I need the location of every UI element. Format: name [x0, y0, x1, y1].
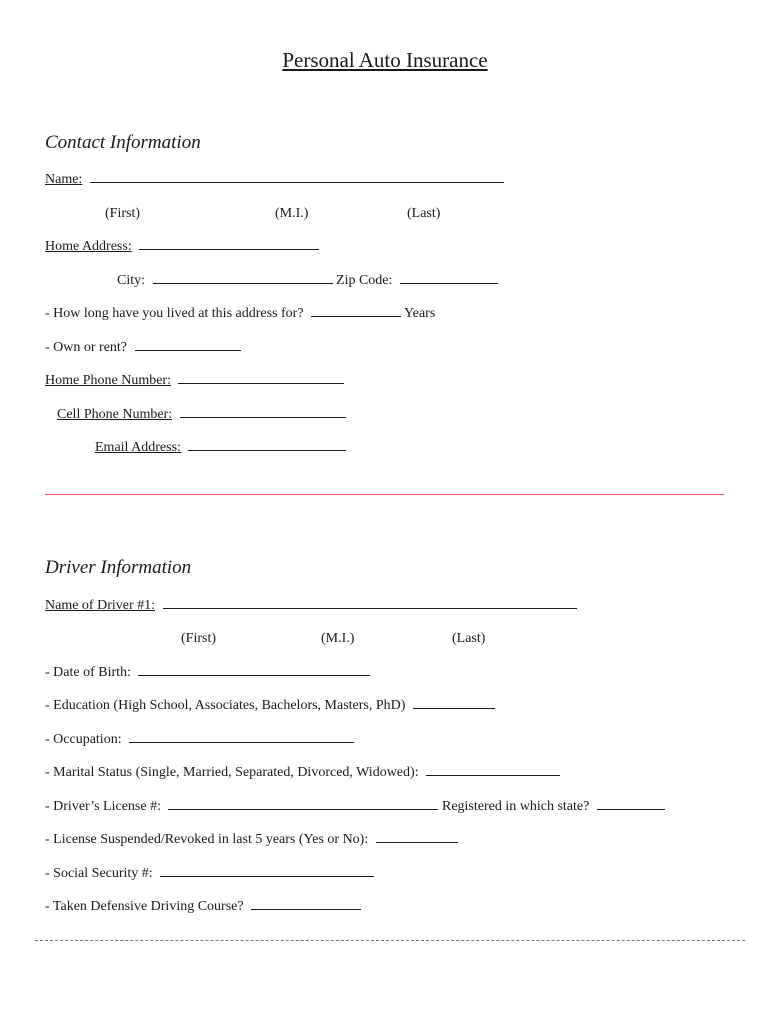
home-phone-label: Home Phone Number: [45, 373, 171, 388]
page-bottom-divider [35, 940, 745, 941]
name-field[interactable] [90, 181, 504, 183]
own-rent-row [45, 340, 241, 356]
name-last-caption: (Last) [407, 206, 441, 221]
own-rent-field[interactable] [135, 349, 241, 351]
cell-phone-row [57, 407, 346, 423]
marital-field[interactable] [426, 774, 560, 776]
license-row [45, 799, 665, 815]
name-label: Name: [45, 172, 83, 187]
occupation-row [45, 732, 354, 748]
city-field[interactable] [153, 282, 333, 284]
ssn-row [45, 866, 374, 882]
defensive-row [45, 899, 361, 915]
email-label: Email Address: [95, 440, 181, 455]
driver-name-field[interactable] [163, 607, 577, 609]
driver-mi-caption: (M.I.) [321, 631, 355, 646]
marital-label: - Marital Status (Single, Married, Separated, Divorced, Widowed): [45, 765, 419, 780]
years-label: Years [404, 306, 436, 321]
home-address-row [45, 239, 319, 255]
education-field[interactable] [413, 707, 495, 709]
cell-phone-field[interactable] [180, 416, 346, 418]
lived-field[interactable] [311, 315, 401, 317]
driver-name-row [45, 598, 577, 614]
home-phone-field[interactable] [178, 382, 344, 384]
city-zip-row [117, 273, 498, 289]
zip-label: Zip Code: [336, 273, 393, 288]
city-label: City: [117, 273, 146, 288]
home-address-field[interactable] [139, 248, 319, 250]
driver-last-caption: (Last) [452, 631, 486, 646]
zip-field[interactable] [400, 282, 498, 284]
contact-section-heading: Contact Information [45, 132, 201, 153]
education-label: - Education (High School, Associates, Bachelors, Masters, PhD) [45, 698, 406, 713]
page-title: Personal Auto Insurance [282, 48, 488, 72]
license-label: - Driver’s License #: [45, 799, 161, 814]
contact-name-row [45, 172, 504, 188]
lived-label: - How long have you lived at this address for? [45, 306, 304, 321]
license-field[interactable] [168, 808, 438, 810]
marital-row [45, 765, 560, 781]
suspended-label: - License Suspended/Revoked in last 5 years (Yes or No): [45, 832, 369, 847]
registered-field[interactable] [597, 808, 665, 810]
defensive-label: - Taken Defensive Driving Course? [45, 899, 244, 914]
dob-row [45, 665, 370, 681]
occupation-label: - Occupation: [45, 732, 122, 747]
driver-name-label: Name of Driver #1: [45, 598, 156, 613]
registered-label: Registered in which state? [441, 799, 590, 814]
home-phone-row [45, 373, 344, 389]
cell-phone-label: Cell Phone Number: [57, 407, 173, 422]
dob-label: - Date of Birth: [45, 665, 131, 680]
email-row [95, 440, 346, 456]
suspended-row [45, 832, 458, 848]
section-divider [45, 494, 724, 495]
home-address-label: Home Address: [45, 239, 132, 254]
lived-row [45, 306, 435, 322]
occupation-field[interactable] [129, 741, 354, 743]
name-first-caption: (First) [105, 206, 140, 221]
education-row [45, 698, 495, 714]
driver-first-caption: (First) [181, 631, 216, 646]
driver-section-heading: Driver Information [45, 557, 192, 578]
ssn-field[interactable] [160, 875, 374, 877]
suspended-field[interactable] [376, 841, 458, 843]
own-rent-label: - Own or rent? [45, 340, 128, 355]
name-mi-caption: (M.I.) [275, 206, 309, 221]
ssn-label: - Social Security #: [45, 866, 153, 881]
defensive-field[interactable] [251, 908, 361, 910]
email-field[interactable] [188, 449, 346, 451]
dob-field[interactable] [138, 674, 370, 676]
